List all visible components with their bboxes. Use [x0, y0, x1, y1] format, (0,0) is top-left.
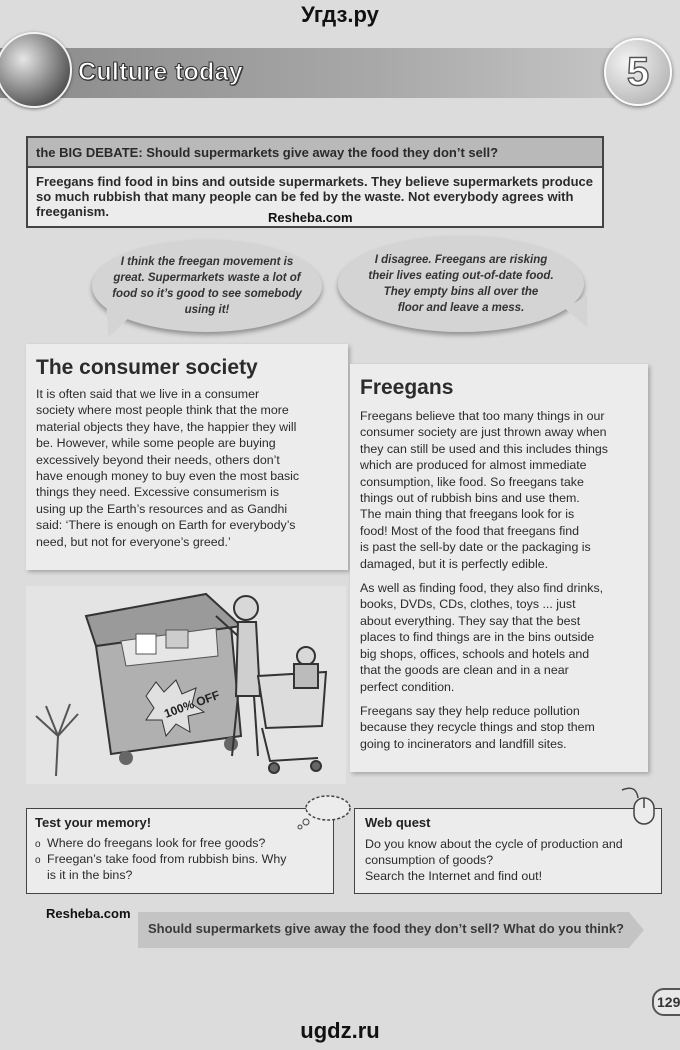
text-line: consumption of goods? — [365, 853, 494, 867]
shopping-cart — [258, 647, 326, 773]
text-line: have enough money to buy even the most basic — [36, 469, 300, 484]
bubble-line: I disagree. Freegans are risking — [374, 254, 548, 266]
bullet-icon: o — [35, 855, 41, 866]
bubble-line: They empty bins all over the — [383, 286, 539, 298]
text-line: they can still be used and this includes things — [360, 441, 608, 456]
unit-number-badge: 5 — [604, 38, 672, 106]
inline-watermark: Resheba.com — [268, 210, 353, 225]
text-line: said: ‘There is enough on Earth for everybody’s — [36, 518, 296, 533]
text-line: which are produced for almost immediate — [360, 458, 587, 473]
text-line: because they recycle things and stop them — [360, 720, 595, 735]
text-line: be. However, while some people are buying — [36, 436, 276, 451]
site-watermark-top: Угдз.ру — [301, 2, 379, 27]
freegan-illustration — [26, 586, 346, 784]
thought-cloud-icon — [296, 790, 352, 830]
debate-body-text: Freegans find food in bins and outside supermarkets. They believe supermarkets produce so much rubbish that many people can be fed by the waste. Not everybody agrees with freeganism. — [36, 174, 593, 219]
text-line: is past the sell-by date or the packaging is — [360, 540, 591, 555]
computer-mouse-icon — [616, 782, 662, 828]
text-line: food! Most of the food that freegans find — [360, 523, 580, 538]
text-line: damaged, but it is perfectly edible. — [360, 556, 549, 571]
text-line: Search the Internet and find out! — [365, 869, 543, 883]
freegans-card — [350, 364, 648, 772]
bullet-icon: o — [35, 839, 41, 850]
bubble-line: great. Supermarkets waste a lot of — [113, 272, 301, 284]
bin-sticker-text: 100% OFF — [162, 687, 222, 721]
bubble-line: their lives eating out-of-date food. — [368, 270, 554, 282]
text-line: material objects they have, the happier they will — [36, 419, 297, 434]
text-line: need, but not for everyone’s greed.’ — [36, 534, 231, 549]
text-line: As well as finding food, they also find drinks, — [360, 581, 604, 596]
text-line: Do you know about the cycle of production and — [365, 837, 623, 851]
text-line: Freegans say they help reduce pollution — [360, 703, 580, 718]
text-line: It is often said that we live in a consumer — [36, 387, 260, 401]
text-line: The main thing that freegans look for is — [360, 507, 575, 522]
text-line: society where most people think that the more — [36, 403, 289, 418]
text-line: things they need. Excessive consumerism is — [36, 485, 280, 500]
text-line: books, DVDs, CDs, clothes, toys ... just — [360, 597, 576, 612]
text-line: excessively beyond their needs, others don’t — [36, 452, 280, 467]
page-number: 129 — [652, 988, 680, 1016]
list-item-text: is it in the bins? — [47, 868, 133, 882]
discussion-question: Should supermarkets give away the food they don’t sell? What do you think? — [148, 921, 624, 936]
text-line: Freegans believe that too many things in our — [360, 409, 605, 423]
list-item — [35, 851, 331, 883]
debate-question: the BIG DEBATE: Should supermarkets give away the food they don’t sell? — [28, 138, 602, 168]
text-line: about everything. They say that the best — [360, 613, 581, 628]
illustration-art — [26, 586, 346, 784]
bubble-line: floor and leave a mess. — [397, 302, 525, 314]
plant-icon — [36, 704, 78, 776]
text-line: consumption, like food. So freegans take — [360, 474, 584, 489]
text-line: big shops, offices, schools and hotels and — [360, 646, 590, 661]
freegans-heading: Freegans — [360, 376, 454, 399]
site-watermark-bottom: ugdz.ru — [300, 1018, 380, 1043]
bubble-line: I think the freegan movement is — [120, 256, 294, 268]
list-item-text: Freegan’s take food from rubbish bins. Why — [47, 852, 287, 866]
section-title: Culture today — [78, 58, 244, 86]
text-line: going to incinerators and landfill sites. — [360, 736, 567, 751]
footer-watermark: Resheba.com — [46, 906, 131, 921]
list-item-text: Where do freegans look for free goods? — [47, 836, 266, 850]
consumer-society-card — [26, 344, 348, 570]
test-memory-box — [26, 808, 334, 894]
web-quest-heading: Web quest — [365, 815, 431, 830]
text-line: that the goods are clean and in a near — [360, 663, 569, 678]
text-line: using up the Earth’s resources and as Gandhi — [36, 501, 288, 516]
rubbish-bin — [86, 594, 241, 765]
text-line: perfect condition. — [360, 679, 455, 694]
bubble-line: food so it’s good to see somebody — [112, 288, 302, 300]
list-item — [35, 835, 331, 851]
text-line: things out of rubbish bins and use them. — [360, 491, 580, 506]
bubble-line: using it! — [184, 304, 230, 316]
speech-bubble-con — [338, 236, 584, 332]
text-line: places to find things are in the bins outside — [360, 630, 595, 645]
text-line: consumer society are just thrown away when — [360, 425, 607, 440]
consumer-society-heading: The consumer society — [36, 356, 258, 379]
test-memory-heading: Test your memory! — [35, 815, 152, 830]
